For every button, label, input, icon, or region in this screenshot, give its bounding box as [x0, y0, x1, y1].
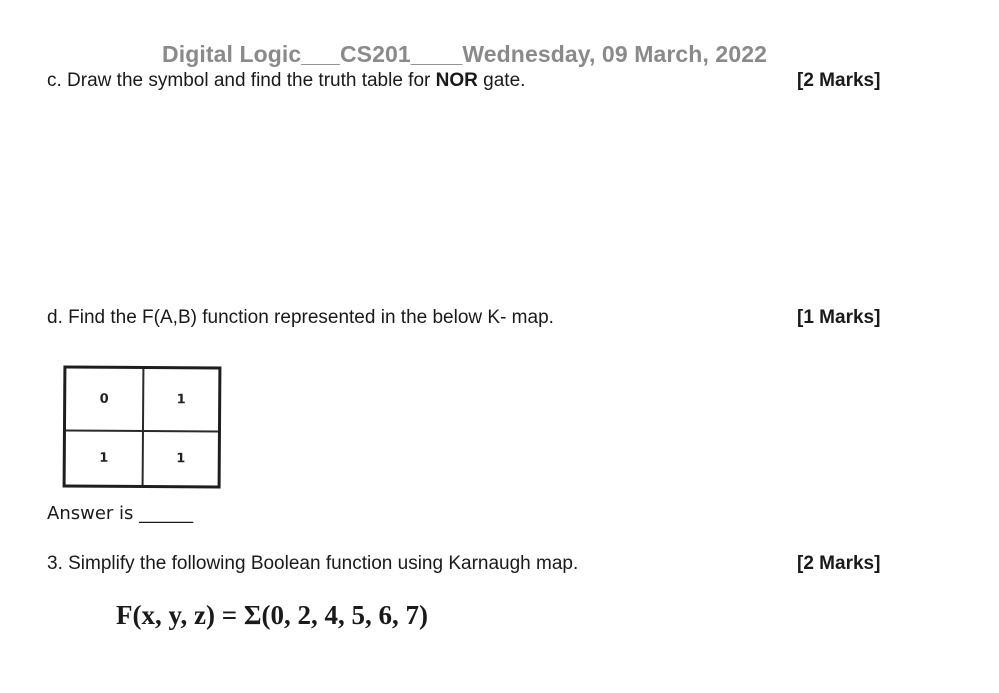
question-3: 3. Simplify the following Boolean function using Karnaugh map. [47, 553, 579, 574]
question-c-prefix: c. Draw the symbol and find the truth table for [47, 70, 436, 91]
k-map-cell: 0 [66, 368, 144, 432]
question-c-marks: [2 Marks] [797, 70, 881, 91]
boolean-function: F(x, y, z) = Σ(0, 2, 4, 5, 6, 7) [116, 600, 428, 630]
question-c-gate-name: NOR [435, 70, 478, 91]
question-d-marks: [1 Marks] [797, 307, 881, 328]
question-3-marks: [2 Marks] [797, 553, 881, 574]
answer-line: Answer is ______ [47, 503, 194, 524]
k-map-cell: 1 [176, 451, 186, 467]
question-c [47, 70, 525, 92]
k-map-cell: 1 [66, 431, 144, 485]
k-map [63, 365, 222, 488]
page-header: Digital Logic___CS201____Wednesday, 09 March, 2022 [162, 41, 767, 67]
k-map-cell: 1 [144, 369, 218, 433]
question-d: d. Find the F(A,B) function represented in the below K- map. [47, 307, 554, 328]
question-c-suffix: gate. [477, 70, 526, 91]
